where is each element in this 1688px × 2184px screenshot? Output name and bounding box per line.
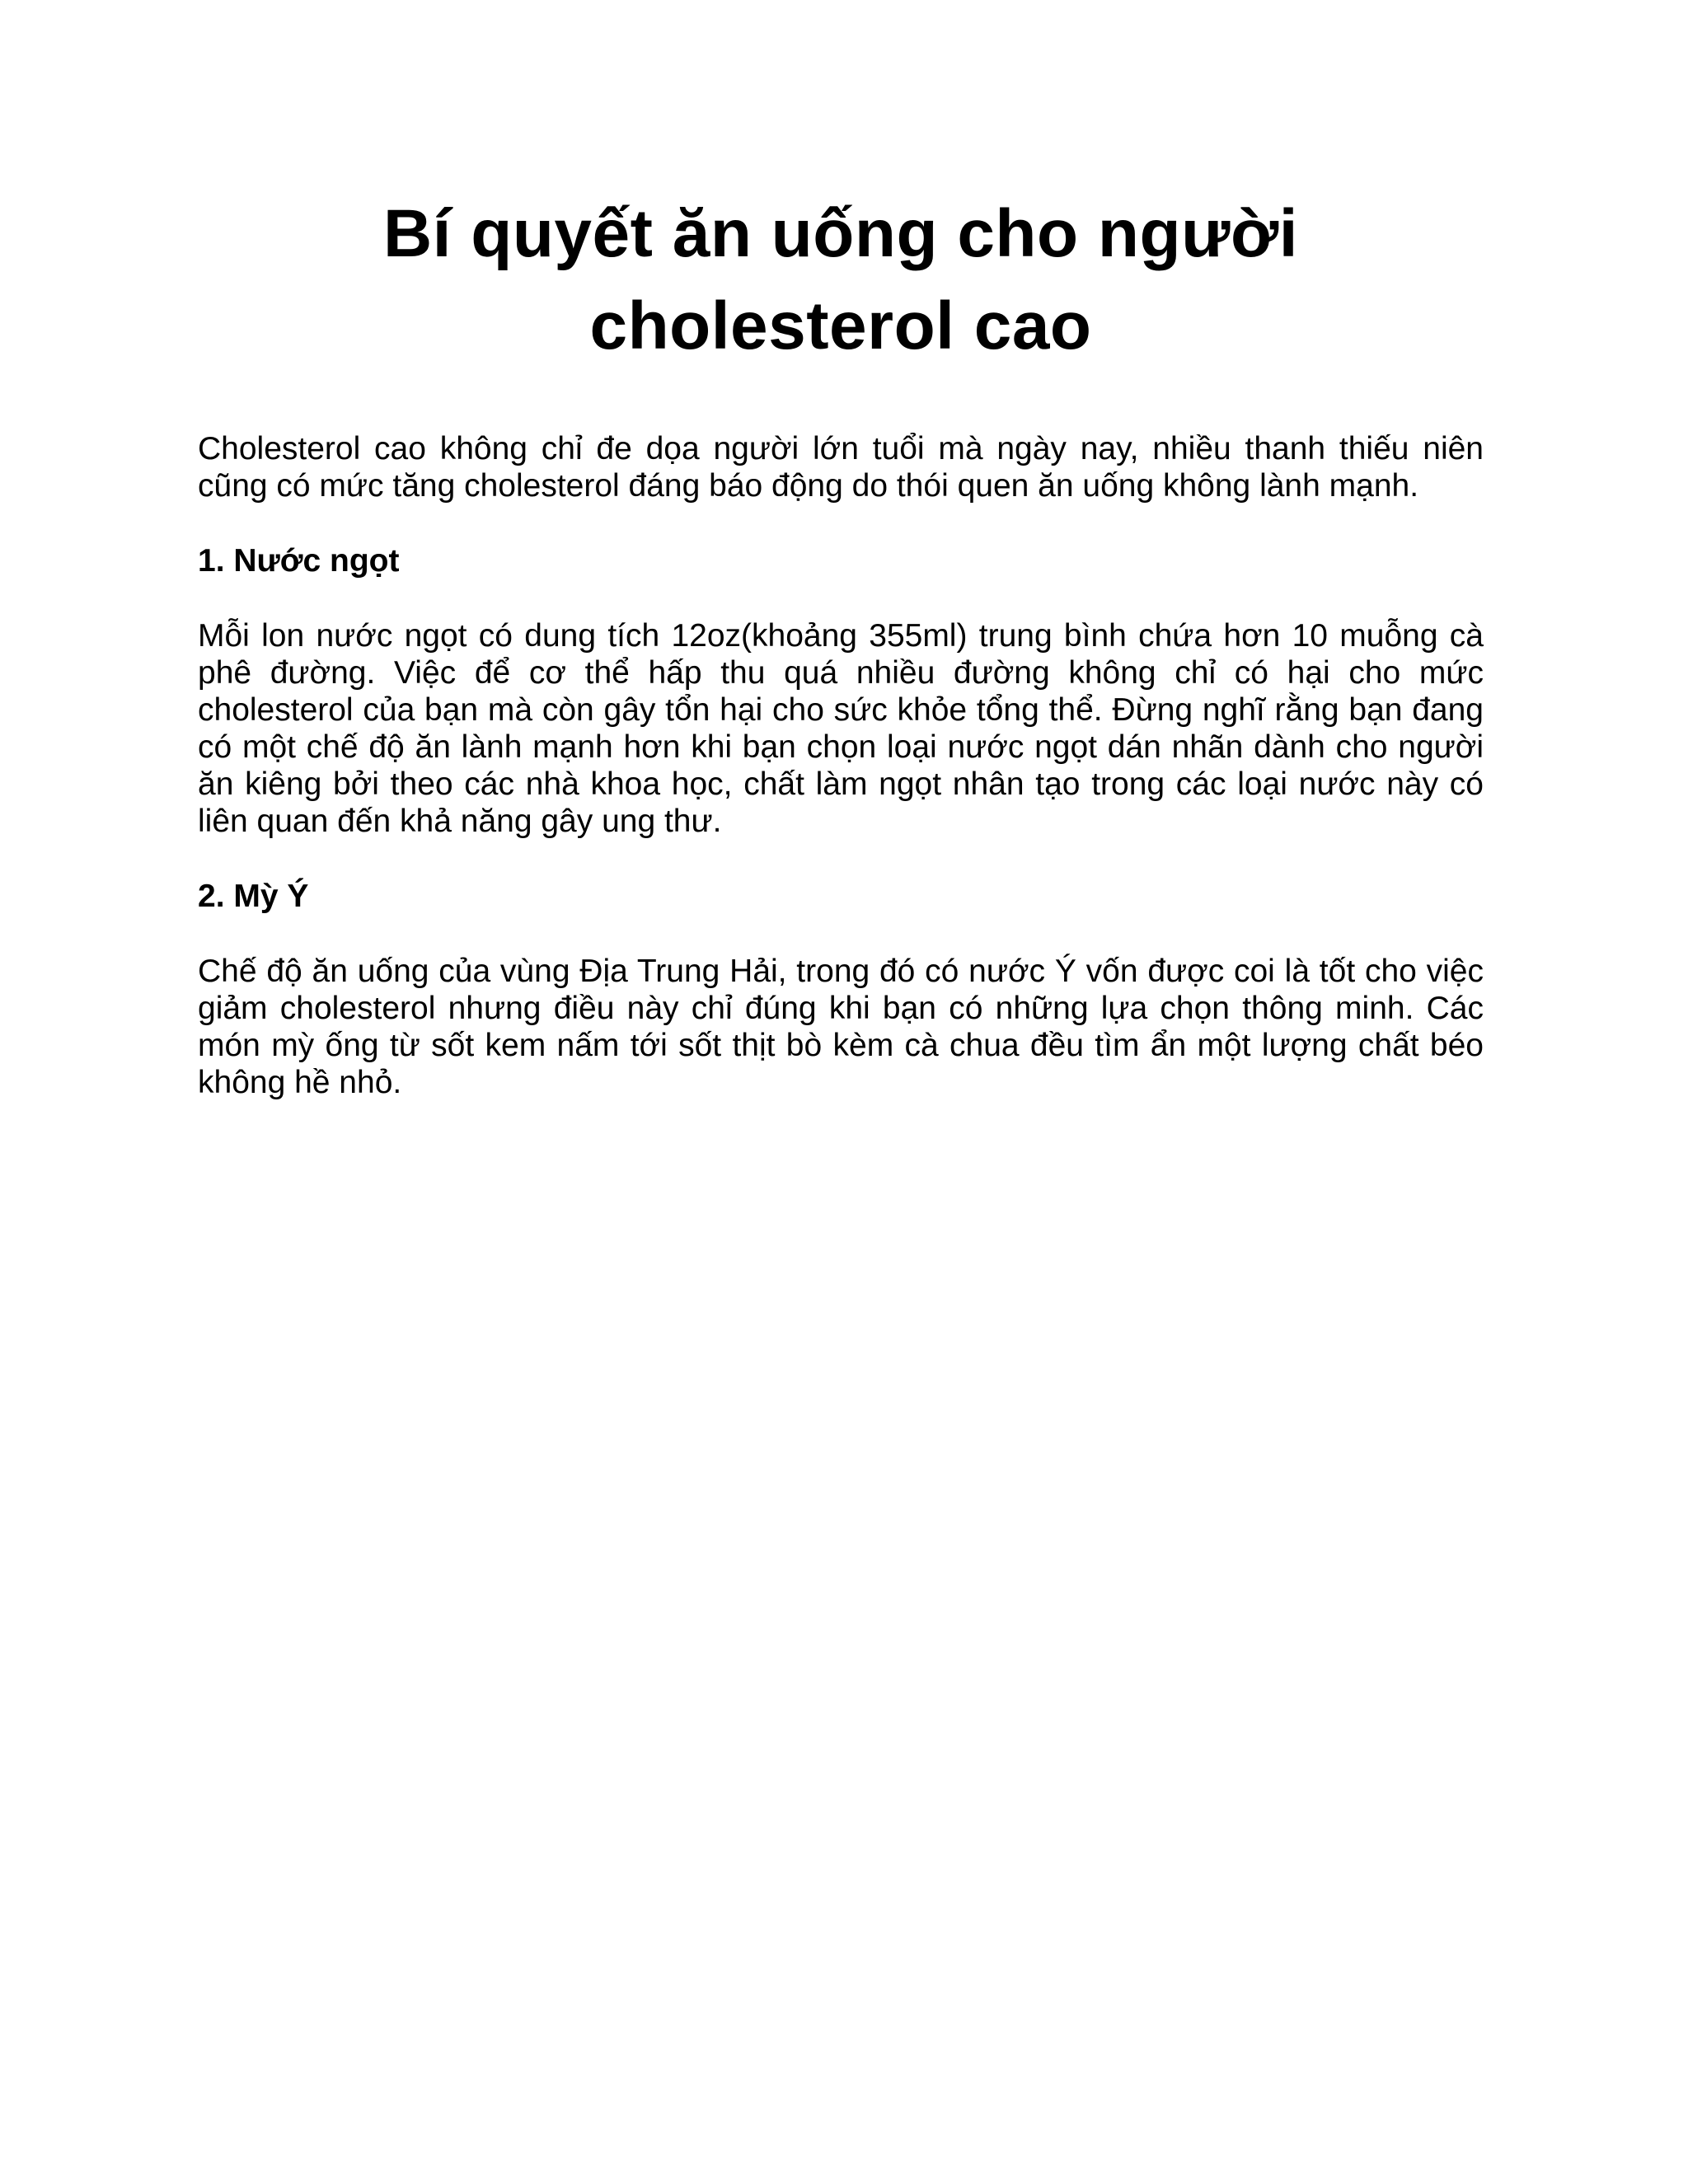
section-sweet-drinks — [198, 542, 1484, 840]
document-title: Bí quyết ăn uống cho người cholesterol cao — [382, 196, 1299, 363]
section-italian-pasta — [198, 878, 1484, 1101]
section-heading: 1. Nước ngọt — [198, 543, 400, 579]
document-page — [198, 188, 1484, 1101]
section-heading: 2. Mỳ Ý — [198, 879, 309, 914]
section-paragraph: Chế độ ăn uống của vùng Địa Trung Hải, trong đó có nước Ý vốn được coi là tốt cho việc giảm cholesterol nhưng điều này chỉ đúng khi bạn có những lựa chọn thông minh. Các món mỳ ống từ sốt kem nấm tới sốt thịt bò kèm cà chua đều tìm ẩn một lượng chất béo không hề nhỏ. — [198, 954, 1484, 1100]
intro-paragraph: Cholesterol cao không chỉ đe dọa người lớn tuổi mà ngày nay, nhiều thanh thiếu niên cũng có mức tăng cholesterol đáng báo động do thói quen ăn uống không lành mạnh. — [198, 431, 1484, 504]
section-paragraph: Mỗi lon nước ngọt có dung tích 12oz(khoảng 355ml) trung bình chứa hơn 10 muỗng cà phê đường. Việc để cơ thể hấp thu quá nhiều đường không chỉ có hại cho mức cholesterol của bạn mà còn gây tổn hại cho sức khỏe tổng thể. Đừng nghĩ rằng bạn đang có một chế độ ăn lành mạnh hơn khi bạn chọn loại nước ngọt dán nhãn dành cho người ăn kiêng bởi theo các nhà khoa học, chất làm ngọt nhân tạo trong các loại nước này có liên quan đến khả năng gây ung thư. — [198, 618, 1484, 839]
